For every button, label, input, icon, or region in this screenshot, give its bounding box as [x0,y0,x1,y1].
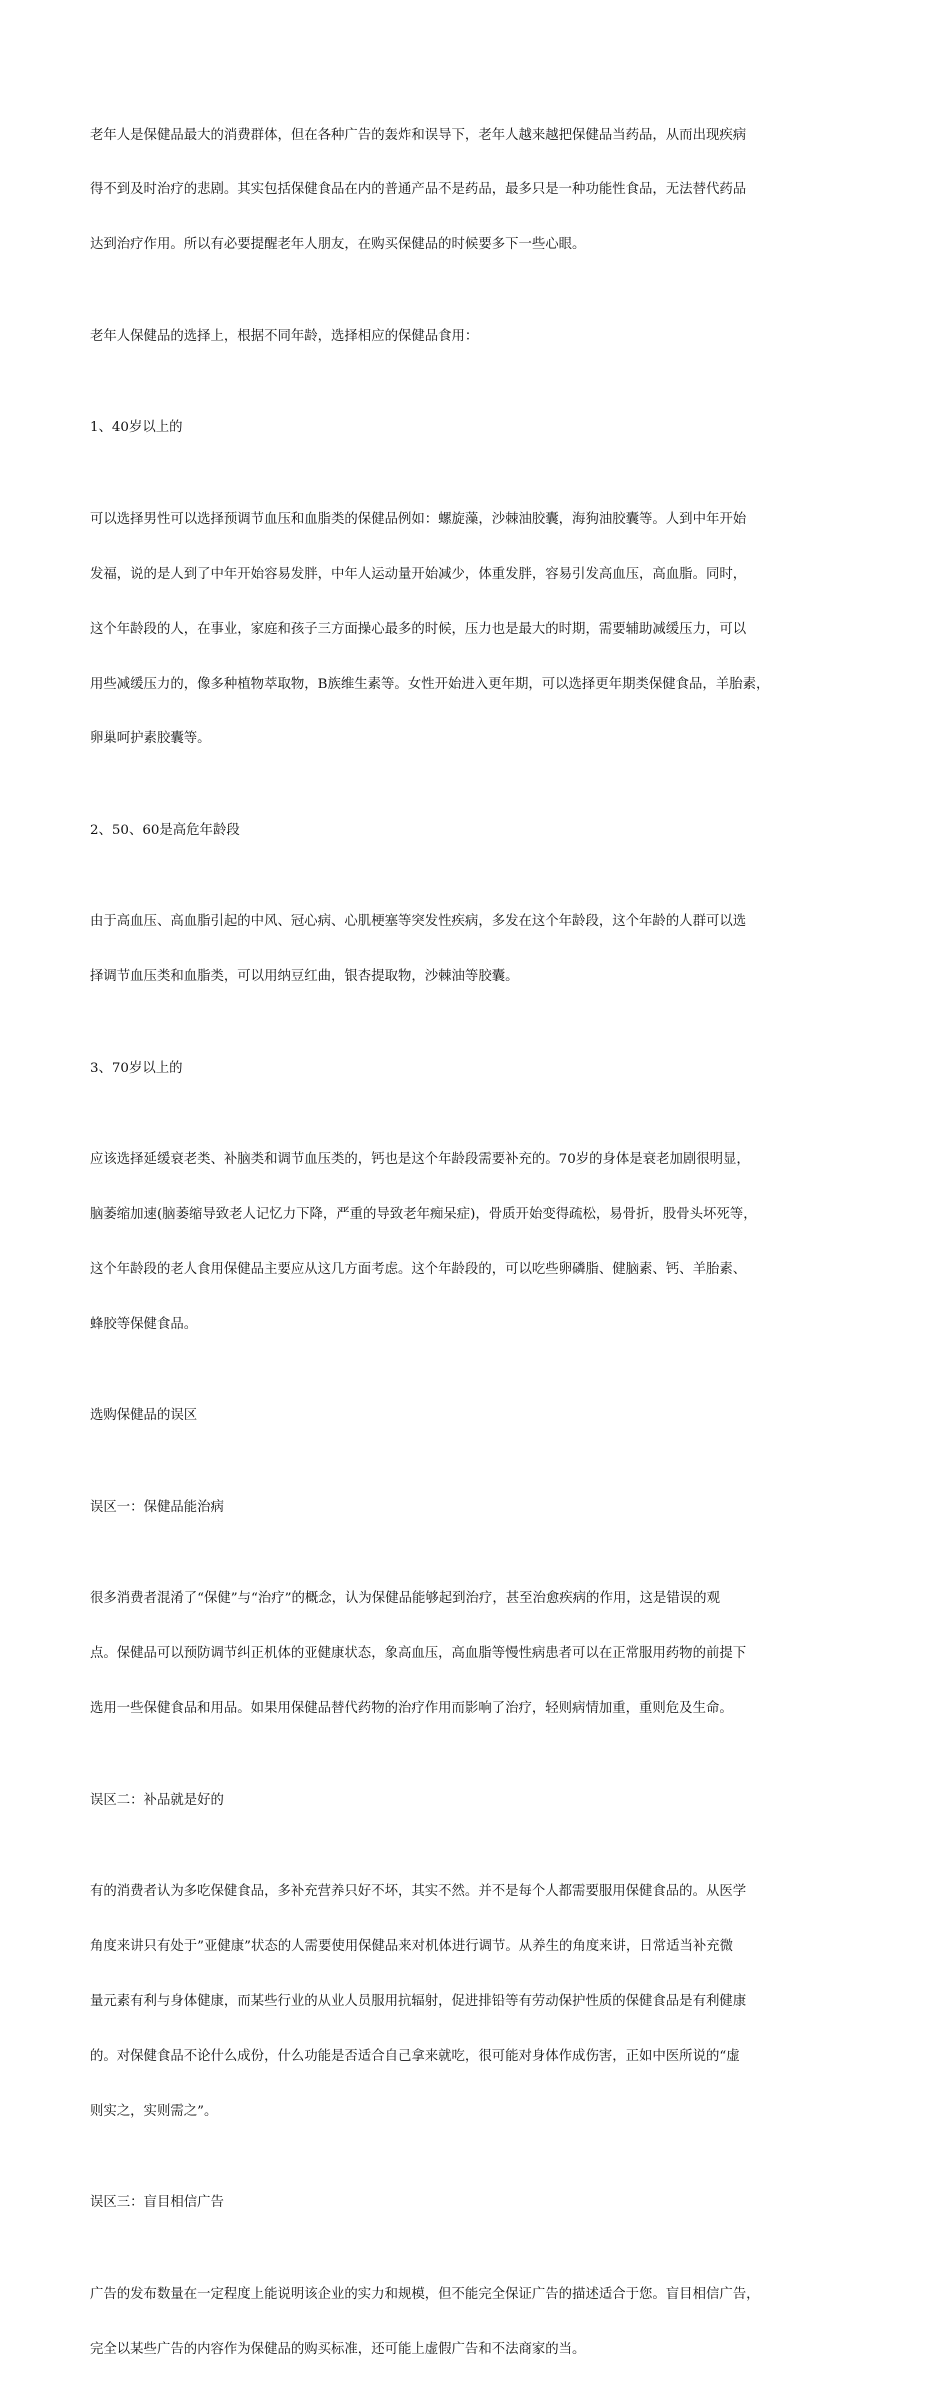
text-line: 用些减缓压力的，像多种植物萃取物，B族维生素等。女性开始进入更年期，可以选择更年期类保健食品，羊胎素， [90,676,770,692]
text-line: 量元素有利与身体健康，而某些行业的从业人员服用抗辐射，促进排铅等有劳动保护性质的保健食品是有利健康 [90,1993,747,2009]
text-line: 误区二：补品就是好的 [90,1792,224,1808]
text-line: 择调节血压类和血脂类，可以用纳豆红曲，银杏提取物，沙棘油等胶囊。 [90,969,519,985]
age40-paragraph [90,474,870,785]
text-line: 得不到及时治疗的悲剧。其实包括保健食品在内的普通产品不是药品，最多只是一种功能性食品，无法替代药品 [90,182,747,198]
text-line: 完全以某些广告的内容作为保健品的购买标准，还可能上虚假广告和不法商家的当。 [90,2341,586,2357]
myth2-heading [90,1755,870,1846]
text-line: 误区一：保健品能治病 [90,1499,224,1515]
text-line: 则实之，实则需之”。 [90,2103,218,2119]
text-line: 这个年龄段的老人食用保健品主要应从这几方面考虑。这个年龄段的，可以吃些卵磷脂、健脑素、钙、羊胎素、 [90,1262,747,1277]
age5060-heading [90,785,870,876]
text-line: 2、50、60是高危年龄段 [90,822,240,838]
text-line: 有的消费者认为多吃保健食品，多补充营养只好不坏，其实不然。并不是每个人都需要服用保健食品的。从医学 [90,1884,747,1900]
text-line: 很多消费者混淆了“保健”与“治疗”的概念，认为保健品能够起到治疗，甚至治愈疾病的作用，这是错误的观 [90,1591,720,1607]
myth1-heading [90,1462,870,1553]
text-line: 发福，说的是人到了中年开始容易发胖，中年人运动量开始减少，体重发胖，容易引发高血压，高血脂。同时， [90,566,747,582]
text-line: 广告的发布数量在一定程度上能说明该企业的实力和规模，但不能完全保证广告的描述适合于您。盲目相信广告， [90,2286,760,2302]
text-line: 脑萎缩加速(脑萎缩导致老人记忆力下降，严重的导致老年痴呆症)，骨质开始变得疏松，易骨折，股骨头坏死等， [90,1207,757,1223]
text-line: 选用一些保健食品和用品。如果用保健品替代药物的治疗作用而影响了治疗，轻则病情加重，重则危及生命。 [90,1701,733,1717]
age70-paragraph [90,1115,870,1371]
text-line: 应该选择延缓衰老类、补脑类和调节血压类的，钙也是这个年龄段需要补充的。70岁的身体是衰老加剧很明显， [90,1152,750,1168]
text-line: 这个年龄段的人，在事业，家庭和孩子三方面操心最多的时候，压力也是最大的时期，需要辅助减缓压力，可以 [90,621,747,637]
document-body [90,90,870,2395]
age70-heading [90,1023,870,1114]
age5060-paragraph [90,877,870,1023]
myth1-paragraph [90,1554,870,1755]
text-line: 1、40岁以上的 [90,420,183,436]
text-line: 误区三：盲目相信广告 [90,2195,224,2211]
intro-paragraph [90,90,870,291]
text-line: 老年人保健品的选择上，根据不同年龄，选择相应的保健品食用： [90,328,479,344]
text-line: 选购保健品的误区 [90,1408,198,1424]
myth2-paragraph [90,1847,870,2158]
text-line: 蜂胶等保健食品。 [90,1316,198,1332]
myths-heading [90,1371,870,1462]
text-line: 老年人是保健品最大的消费群体，但在各种广告的轰炸和误导下，老年人越来越把保健品当药品，从而出现疾病 [90,127,747,143]
age40-heading [90,383,870,474]
text-line: 点。保健品可以预防调节纠正机体的亚健康状态，象高血压，高血脂等慢性病患者可以在正常服用药物的前提下 [90,1646,747,1662]
text-line: 由于高血压、高血脂引起的中风、冠心病、心肌梗塞等突发性疾病，多发在这个年龄段，这个年龄的人群可以选 [90,914,747,930]
text-line: 可以选择男性可以选择预调节血压和血脂类的保健品例如：螺旋藻，沙棘油胶囊，海狗油胶囊等。人到中年开始 [90,511,747,527]
myth3-heading [90,2158,870,2249]
text-line: 达到治疗作用。所以有必要提醒老年人朋友，在购买保健品的时候要多下一些心眼。 [90,237,586,253]
myth3-paragraph [90,2249,870,2395]
choose-heading [90,291,870,382]
text-line: 3、70岁以上的 [90,1060,183,1076]
text-line: 卵巢呵护素胶囊等。 [90,731,211,747]
text-line: 角度来讲只有处于”亚健康”状态的人需要使用保健品来对机体进行调节。从养生的角度来讲，日常适当补充微 [90,1938,734,1954]
text-line: 的。对保健食品不论什么成份，什么功能是否适合自己拿来就吃，很可能对身体作成伤害，正如中医所说的“虚 [90,2048,740,2064]
